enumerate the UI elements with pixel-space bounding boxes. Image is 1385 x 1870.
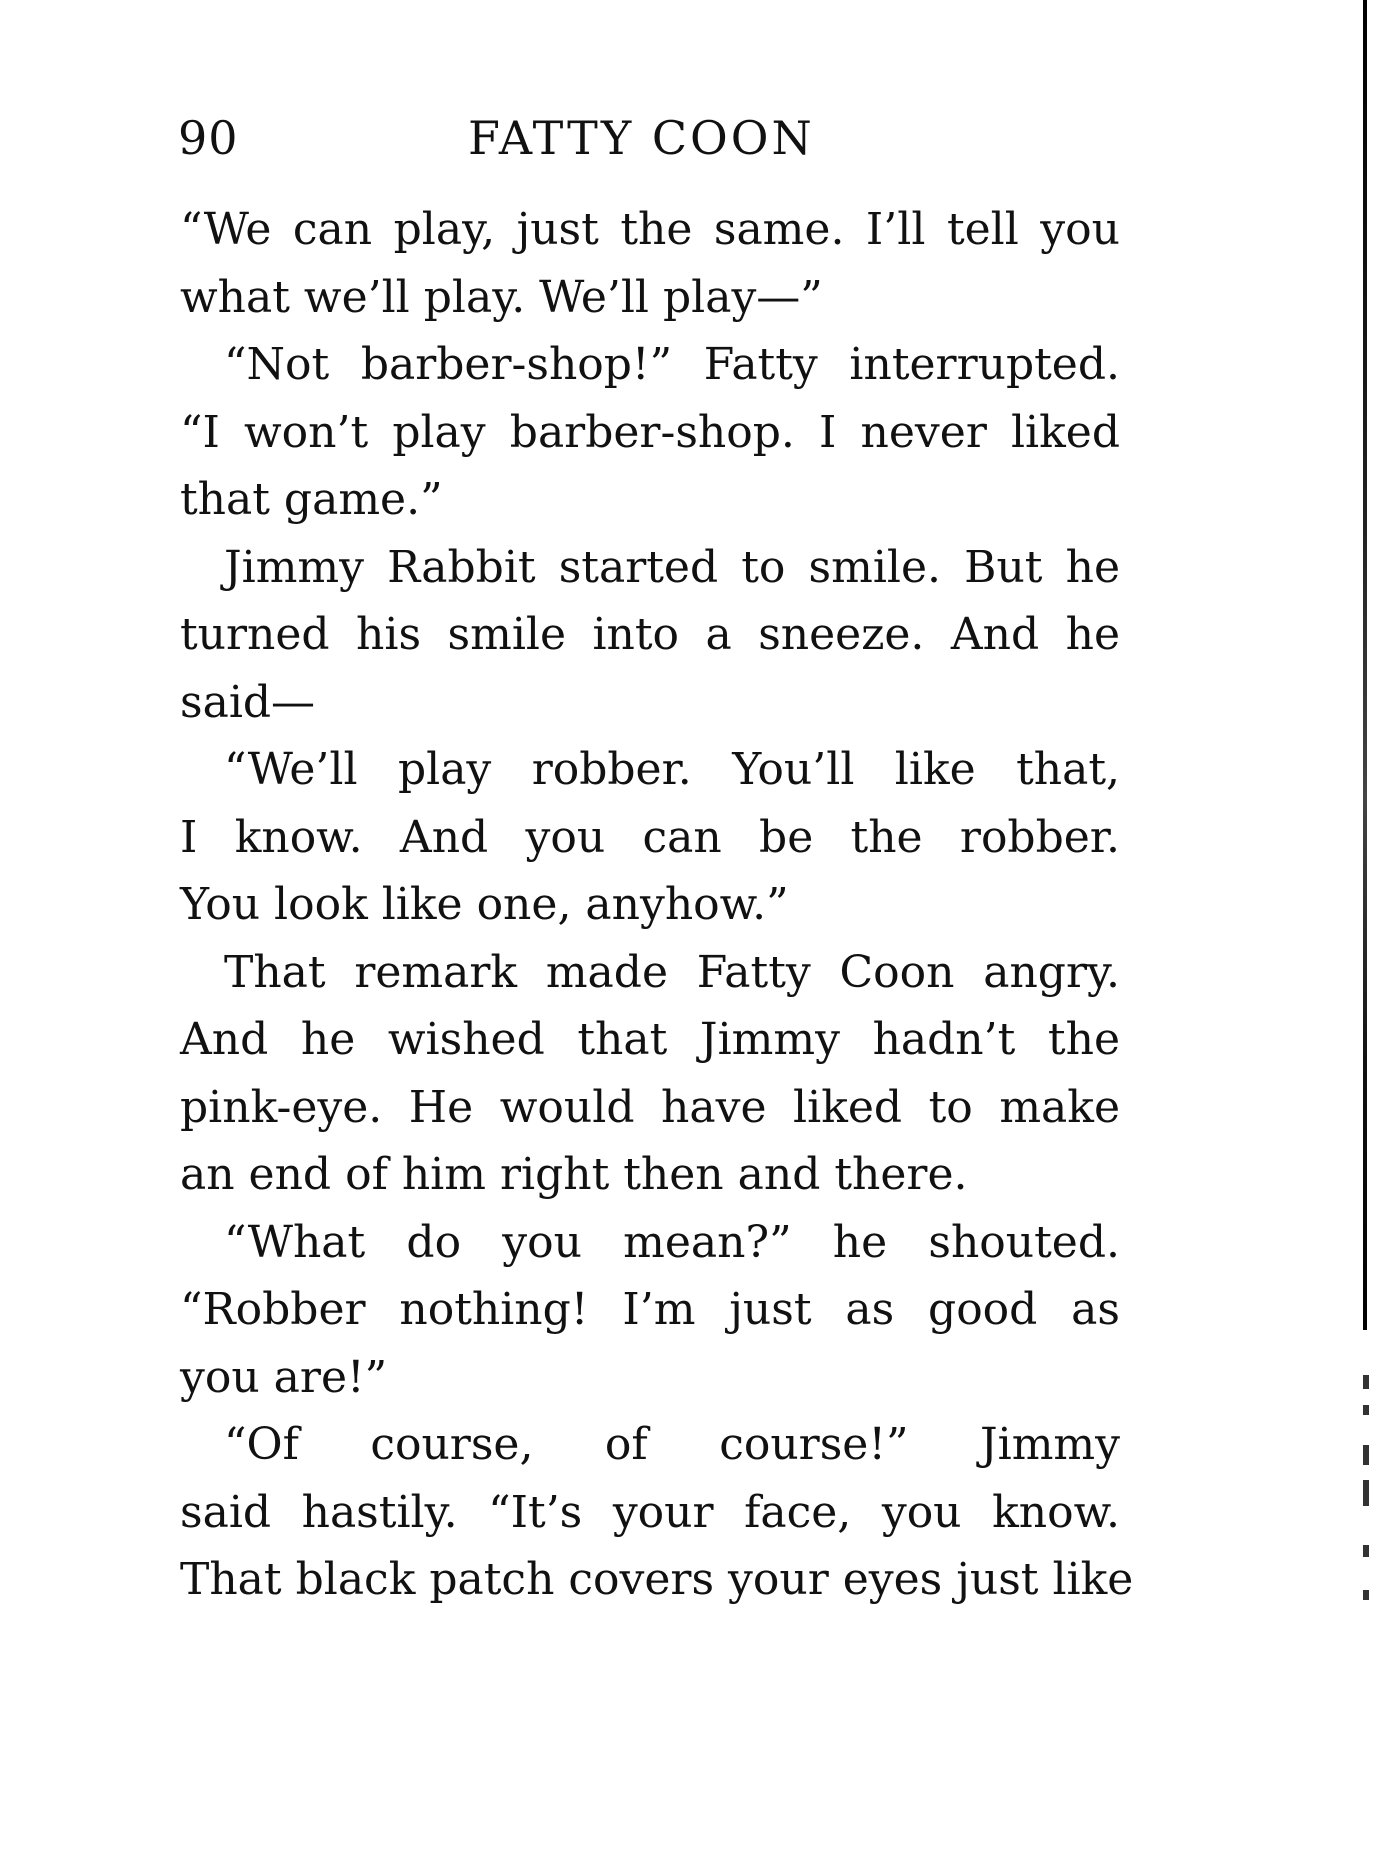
text-line: “We’ll play robber. You’ll like that,: [224, 744, 1120, 795]
text-line: “What do you mean?” he shouted.: [224, 1216, 1120, 1268]
page-header: [178, 108, 1118, 168]
text-line: I know. And you can be the robber.: [180, 811, 1120, 863]
text-line: said—: [180, 676, 316, 728]
text-line: You look like one, anyhow.”: [180, 879, 789, 930]
text-line: “I won’t play barber-shop. I never liked: [180, 406, 1120, 458]
text-line: “We can play, just the same. I’ll tell you: [180, 204, 1120, 255]
body-text: [180, 196, 1134, 1614]
text-line: And he wished that Jimmy hadn’t the: [180, 1014, 1120, 1065]
text-line: “Not barber-shop!” Fatty interrupted.: [224, 339, 1120, 390]
text-line: said hastily. “It’s your face, you know.: [180, 1486, 1120, 1538]
text-line: an end of him right then and there.: [180, 1149, 968, 1200]
text-line: pink-eye. He would have liked to make: [180, 1081, 1120, 1133]
text-line: “Of course, of course!” Jimmy: [224, 1419, 1120, 1470]
page-number: 90: [178, 111, 239, 165]
page-edge-mark: [1363, 1480, 1369, 1506]
page-edge-mark: [1363, 1375, 1369, 1389]
text-line: what we’ll play. We’ll play—”: [180, 271, 823, 323]
page-edge-mark: [1363, 1590, 1369, 1600]
text-line: turned his smile into a sneeze. And he: [180, 609, 1120, 660]
page-edge-scan-line: [1363, 0, 1367, 1330]
page-edge-mark: [1363, 1545, 1369, 1557]
page-edge-mark: [1363, 1445, 1369, 1465]
text-line: Jimmy Rabbit started to smile. But he: [224, 541, 1120, 593]
text-line: you are!”: [180, 1351, 388, 1403]
text-line: That remark made Fatty Coon angry.: [224, 946, 1120, 998]
text-line: that game.”: [180, 474, 443, 525]
running-title: FATTY COON: [468, 111, 815, 165]
text-line: “Robber nothing! I’m just as good as: [180, 1284, 1120, 1335]
page-edge-mark: [1363, 1405, 1369, 1415]
text-line: That black patch covers your eyes just like: [180, 1554, 1134, 1605]
